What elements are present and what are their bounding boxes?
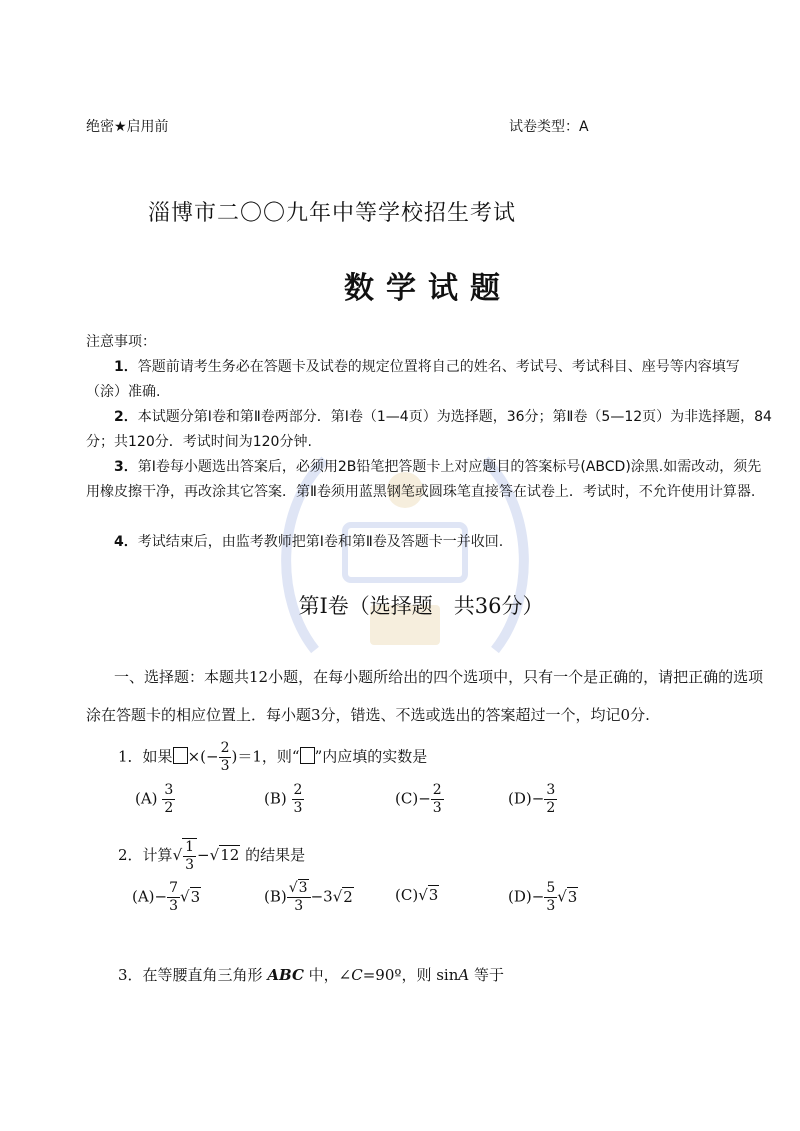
question-text: 中，∠ <box>308 966 352 984</box>
question-3 <box>118 964 504 985</box>
note-number: 3． <box>114 459 138 475</box>
option-a[interactable] <box>132 880 201 915</box>
fraction-numerator: 7 <box>169 880 179 896</box>
note-text: 第Ⅰ卷每小题选出答案后，必须用2B铅笔把答题卡上对应题目的答案标号(ABCD)涂黑.如需改动，须先用橡皮擦干净，再改涂其它答案．第Ⅱ卷须用蓝黑钢笔或圆珠笔直接答在试卷上．考试时，不允许使用计算器. <box>86 459 762 500</box>
fraction-numerator: 3 <box>546 782 556 798</box>
fraction <box>219 740 232 775</box>
minus-sign: − <box>197 846 210 864</box>
note-text: 考试结束后，由监考教师把第Ⅰ卷和第Ⅱ卷及答题卡一并收回. <box>137 534 504 550</box>
radicand: 3 <box>567 887 578 906</box>
question-number: 3． <box>118 966 143 984</box>
sqrt-sign: √ <box>418 886 428 904</box>
radicand: 12 <box>220 846 240 864</box>
fraction-denominator: 3 <box>546 898 556 914</box>
paper-type-label: 试卷类型：A <box>509 119 589 135</box>
fraction-denominator: 2 <box>164 800 174 816</box>
radicand: 3 <box>190 887 201 906</box>
question-text: 如果 <box>142 747 173 766</box>
question-text: 计算 <box>142 846 173 864</box>
option-a[interactable] <box>135 782 175 817</box>
option-d[interactable] <box>508 880 578 915</box>
function-name: sin <box>436 966 459 984</box>
question-text: ”内应填的实数是 <box>314 747 428 766</box>
question-1 <box>118 740 427 775</box>
question-number: 2． <box>118 846 143 864</box>
option-sign: − <box>154 887 168 906</box>
fraction-numerator: 2 <box>220 740 230 756</box>
note-item <box>86 530 772 555</box>
fraction <box>292 782 305 817</box>
fraction-numerator: 1 <box>185 839 195 855</box>
note-item <box>86 455 772 505</box>
fraction <box>167 880 180 915</box>
note-number: 4． <box>114 534 138 550</box>
option-b[interactable] <box>264 782 304 817</box>
secret-level-label: 绝密★启用前 <box>86 119 169 135</box>
fraction-denominator: 3 <box>169 898 179 914</box>
triangle-name: ABC <box>267 966 304 984</box>
option-label: (C) <box>395 789 419 808</box>
radicand: 3 <box>428 886 439 904</box>
option-label: (B) <box>264 789 287 808</box>
fraction <box>431 782 444 817</box>
option-label: (D) <box>508 887 532 906</box>
note-item <box>86 405 772 455</box>
option-d[interactable] <box>508 782 557 817</box>
sqrt-sign: √ <box>209 846 220 864</box>
option-label: (D) <box>508 789 532 808</box>
option-label: (A) <box>132 887 155 906</box>
sqrt-sign: √ <box>332 887 343 906</box>
angle-name: C <box>351 966 363 984</box>
option-c[interactable] <box>395 886 439 904</box>
notes-heading: 注意事项： <box>86 334 156 350</box>
section-title: 第Ⅰ卷（选择题 共36分） <box>298 594 544 618</box>
fraction-denominator: 3 <box>294 898 304 914</box>
function-argument: A <box>458 966 470 984</box>
question-2 <box>118 838 305 874</box>
option-label: (C) <box>395 886 419 904</box>
fraction-denominator: 2 <box>546 800 556 816</box>
fraction <box>287 880 311 915</box>
note-number: 2． <box>114 409 138 425</box>
question-text: 等于 <box>474 966 505 984</box>
radicand: 2 <box>343 887 353 906</box>
fraction <box>544 880 557 915</box>
question-text: 在等腰直角三角形 <box>142 966 263 984</box>
blank-box <box>173 747 188 764</box>
question-text: )＝1，则“ <box>231 747 300 766</box>
question-number: 1． <box>118 747 143 766</box>
note-text: 答题前请考生务必在答题卡及试卷的规定位置将自己的姓名、考试号、考试科目、座号等内容填写（涂）准确. <box>86 359 740 400</box>
blank-box <box>300 747 315 764</box>
fraction-denominator: 3 <box>293 800 303 816</box>
option-sign: − <box>531 887 545 906</box>
option-b[interactable] <box>264 880 354 915</box>
fraction-numerator: √3 <box>287 880 311 898</box>
option-sign: − <box>418 789 431 808</box>
note-text: 本试题分第Ⅰ卷和第Ⅱ卷两部分．第Ⅰ卷（1—4页）为选择题，36分；第Ⅱ卷（5—12页）为非选择题，84分；共120分．考试时间为120分钟. <box>86 409 772 450</box>
sqrt-sign: √ <box>557 887 567 906</box>
note-number: 1． <box>114 359 138 375</box>
option-label: (A) <box>135 789 158 808</box>
option-sign: − <box>531 789 545 808</box>
question-text: =90º，则 <box>362 966 432 984</box>
fraction-numerator: 2 <box>293 782 303 798</box>
fraction-numerator: 5 <box>546 880 556 896</box>
fraction <box>162 782 175 817</box>
note-item <box>86 355 772 405</box>
exam-title: 淄博市二〇〇九年中等学校招生考试 <box>148 201 517 226</box>
option-c[interactable] <box>395 782 444 817</box>
question-text: ×(− <box>187 747 219 766</box>
fraction-numerator: 3 <box>164 782 174 798</box>
fraction-denominator: 3 <box>432 800 442 816</box>
sqrt-sign: √ <box>172 846 183 864</box>
sqrt-fraction <box>182 838 197 874</box>
fraction-denominator: 3 <box>220 758 230 774</box>
subject-title: 数学试题 <box>344 271 512 306</box>
sqrt-sign: √ <box>180 887 190 906</box>
section-instructions: 一、选择题：本题共12小题，在每小题所给出的四个选项中，只有一个是正确的，请把正确的选项涂在答题卡的相应位置上．每小题3分，错选、不选或选出的答案超过一个，均记0分. <box>86 668 764 724</box>
fraction-numerator: 2 <box>432 782 442 798</box>
option-term: −3 <box>310 887 333 906</box>
option-label: (B) <box>264 887 287 906</box>
radicand: 3 <box>298 880 308 896</box>
fraction-denominator: 3 <box>185 857 195 873</box>
question-text: 的结果是 <box>245 846 306 864</box>
fraction <box>544 782 557 817</box>
